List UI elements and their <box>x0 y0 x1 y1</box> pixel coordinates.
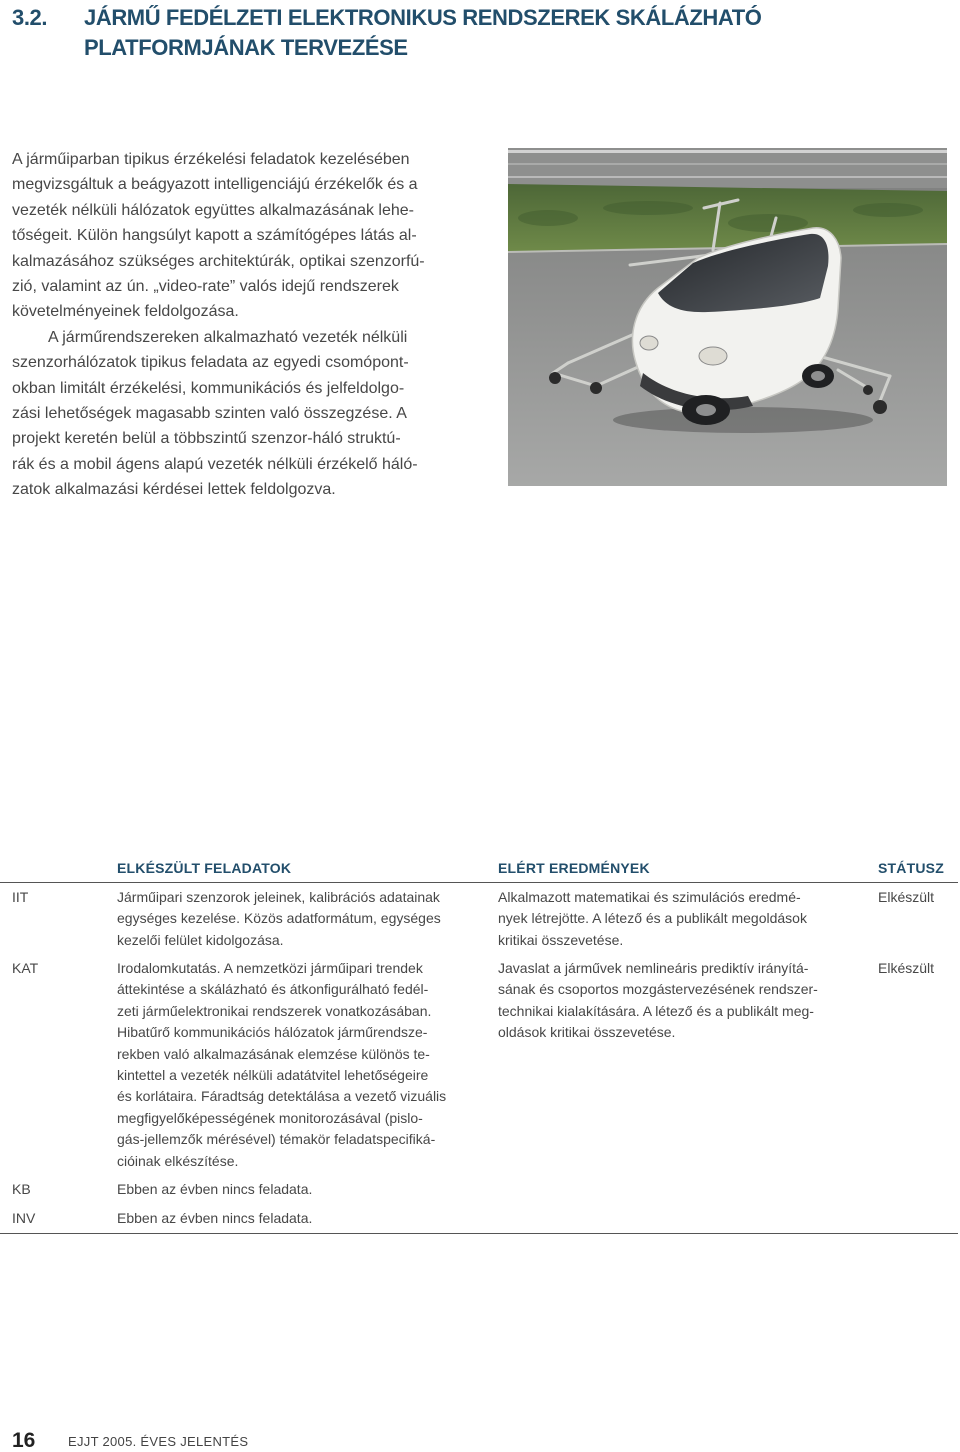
paragraph-2 <box>12 325 492 503</box>
row-code: KB <box>12 1181 31 1197</box>
row-results <box>498 958 818 1044</box>
task-line: rekben való alkalmazásának elemzése különös te- <box>117 1045 430 1062</box>
section-number: 3.2. <box>12 5 48 30</box>
table-row <box>0 1179 960 1197</box>
section-title-line-1: JÁRMŰ FEDÉLZETI ELEKTRONIKUS RENDSZEREK SKÁLÁZHATÓ <box>84 5 762 30</box>
row-tasks <box>117 958 446 1172</box>
car-shadow <box>613 407 873 433</box>
table-header-rule <box>0 882 958 883</box>
row-tasks <box>117 887 441 951</box>
row-tasks <box>117 1208 312 1229</box>
table-row <box>0 958 960 1169</box>
page-number: 16 <box>12 1429 36 1452</box>
vehicle-test-photo <box>508 148 947 486</box>
result-line: Javaslat a járművek nemlineáris prediktív irányítá- <box>498 960 809 976</box>
table-row <box>0 887 960 948</box>
row-results <box>498 887 807 951</box>
column-header-tasks: ELKÉSZÜLT FELADATOK <box>117 860 292 876</box>
body-text <box>12 147 492 503</box>
row-tasks <box>117 1179 312 1200</box>
body-line: megvizsgáltuk a beágyazott intelligenciájú érzékelők és a <box>12 176 418 194</box>
task-line: Járműipari szenzorok jeleinek, kalibrációs adatainak <box>117 889 440 905</box>
result-line: oldások kritikai összevetése. <box>498 1024 676 1041</box>
result-line: sának és csoportos mozgástervezésének rendszer- <box>498 981 818 998</box>
result-line: Alkalmazott matematikai és szimulációs eredmé- <box>498 889 801 905</box>
table-row <box>0 1208 960 1226</box>
task-line: és korlátaira. Fáradtság detektálása a vezető vizuális <box>117 1088 447 1105</box>
row-code: IIT <box>12 889 29 905</box>
publication-title: EJJT 2005. ÉVES JELENTÉS <box>68 1434 249 1449</box>
body-line: rák és a mobil ágens alapú vezeték nélküli érzékelő háló- <box>12 455 418 473</box>
task-line: gás-jellemzők mérésével) témakör feladatspecifiká- <box>117 1131 436 1148</box>
row-code: KAT <box>12 960 39 976</box>
row-code: INV <box>12 1210 36 1226</box>
task-line: kezelői felület kidolgozása. <box>117 931 284 948</box>
task-line: megfigyelőképességének monitorozásával (pislo- <box>117 1109 423 1126</box>
task-line: egységes kezelése. Közös adatformátum, egységes <box>117 910 441 927</box>
body-line: kalmazásához szükséges architektúrák, optikai szenzorfú- <box>12 252 425 270</box>
body-line: tőségeit. Külön hangsúlyt kapott a számítógépes látás al- <box>12 227 417 245</box>
paragraph-1 <box>12 147 492 325</box>
body-line: projekt keretén belül a többszintű szenzor-háló struktú- <box>12 430 401 448</box>
far-road <box>508 148 947 188</box>
result-line: kritikai összevetése. <box>498 931 624 948</box>
body-line: zió, valamint az ún. „video-rate” valós idejű rendszerek <box>12 278 399 296</box>
task-line: Irodalomkutatás. A nemzetközi járműipari trendek <box>117 960 423 976</box>
car-wheel-hub <box>811 371 825 381</box>
body-line: követelményeinek feldolgozása. <box>12 303 239 321</box>
body-line: vezeték nélküli hálózatok együttes alkalmazásának lehe- <box>12 201 415 219</box>
body-line: okban limitált érzékelési, kommunikációs és jelfeldolgo- <box>12 379 405 397</box>
body-line: A járműiparban tipikus érzékelési feladatok kezelésében <box>12 151 410 168</box>
task-line: kintettel a vezeték nélküli adatátvitel lehetőségeire <box>117 1067 429 1084</box>
task-line: zeti járműelektronikai rendszerek vonatkozásában. <box>117 1002 432 1019</box>
column-header-results: ELÉRT EREDMÉNYEK <box>498 860 650 876</box>
row-status: Elkészült <box>878 889 935 905</box>
task-line: áttekintése a skálázható és átkonfigurálható fedél- <box>117 981 429 998</box>
car-wheel-hub <box>696 404 716 416</box>
car-headlight <box>699 347 727 365</box>
table-bottom-rule <box>0 1233 958 1234</box>
body-line: zási lehetőségek magasabb szinten való összegzése. A <box>12 405 407 423</box>
body-line: zatok alkalmazási kérdései lettek feldolgozva. <box>12 481 336 499</box>
task-line: Ebben az évben nincs feladata. <box>117 1210 313 1226</box>
body-line: szenzorhálózatok tipikus feladata az egyedi csomópont- <box>12 354 409 372</box>
task-line: Hibatűrő kommunikációs hálózatok járműrendsze- <box>117 1024 428 1041</box>
row-status: Elkészült <box>878 960 935 976</box>
section-title-line-2: PLATFORMJÁNAK TERVEZÉSE <box>84 35 408 60</box>
task-line: Ebben az évben nincs feladata. <box>117 1181 313 1197</box>
result-line: technikai kialakítására. A létező és a publikált meg- <box>498 1002 814 1019</box>
body-line: A járműrendszereken alkalmazható vezeték nélküli <box>48 328 408 346</box>
column-header-status: STÁTUSZ <box>878 860 944 876</box>
car-headlight <box>640 336 658 350</box>
result-line: nyek létrejötte. A létező és a publikált megoldások <box>498 910 807 927</box>
task-line: cióinak elkészítése. <box>117 1152 239 1169</box>
